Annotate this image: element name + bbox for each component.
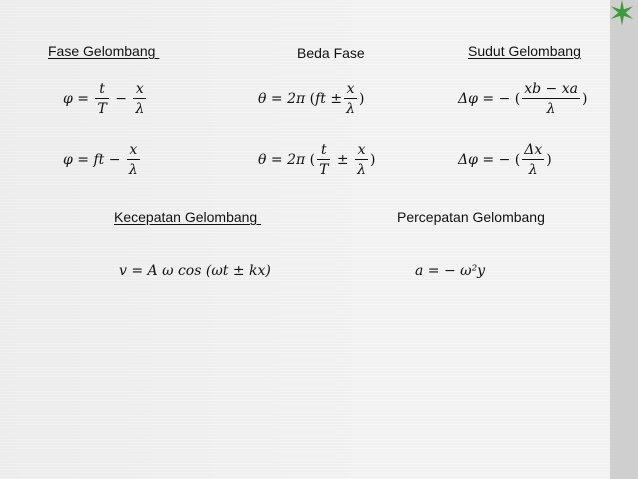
equation-fase-1: φ = $\frac{t}{T}$ − $\frac{x}{\lambda}$ — [63, 81, 145, 117]
equation-fase-2: φ = ft − $\frac{x}{\lambda}$ — [63, 142, 138, 178]
slide-side-bar — [610, 0, 638, 479]
heading-fase-gelombang: Fase Gelombang — [48, 43, 160, 59]
heading-percepatan-gelombang: Percepatan Gelombang — [397, 209, 545, 225]
heading-sudut-gelombang: Sudut Gelombang — [468, 43, 581, 59]
fraction-x-over-lambda: $\frac{x}{\lambda}$ — [357, 142, 366, 178]
heading-beda-fase: Beda Fase — [297, 45, 365, 61]
equation-beda-2: θ = 2π ( $\frac{t}{T}$ ± $\frac{x}{\lambda}$ ) — [258, 142, 376, 178]
equation-sudut-2: Δφ = − ( $\frac{\Delta x}{\lambda}$ ) — [458, 142, 552, 178]
fraction-t-over-T: $\frac{t}{T}$ — [97, 81, 107, 117]
heading-kecepatan-gelombang: Kecepatan Gelombang — [114, 209, 262, 225]
equation-beda-1: θ = 2π (ft ± $\frac{x}{\lambda}$ ) — [258, 81, 365, 117]
star-icon: ✶ — [607, 0, 637, 34]
fraction-x-over-lambda: $\frac{x}{\lambda}$ — [128, 142, 138, 178]
fraction-delta-x-over-lambda: $\frac{\Delta x}{\lambda}$ — [524, 142, 543, 178]
equation-kecepatan: v = A ω cos (ωt ± kx) — [119, 263, 271, 279]
fraction-x-over-lambda: $\frac{x}{\lambda}$ — [135, 81, 145, 117]
fraction-xb-minus-xa-over-lambda: $\frac{xb - xa}{\lambda}$ — [524, 81, 578, 117]
equation-percepatan: a = − ω²y — [415, 263, 486, 279]
fraction-t-over-T: $\frac{t}{T}$ — [319, 142, 329, 178]
fraction-x-over-lambda: $\frac{x}{\lambda}$ — [346, 81, 355, 117]
equation-sudut-1: Δφ = − ( $\frac{xb - xa}{\lambda}$ ) — [458, 81, 588, 117]
